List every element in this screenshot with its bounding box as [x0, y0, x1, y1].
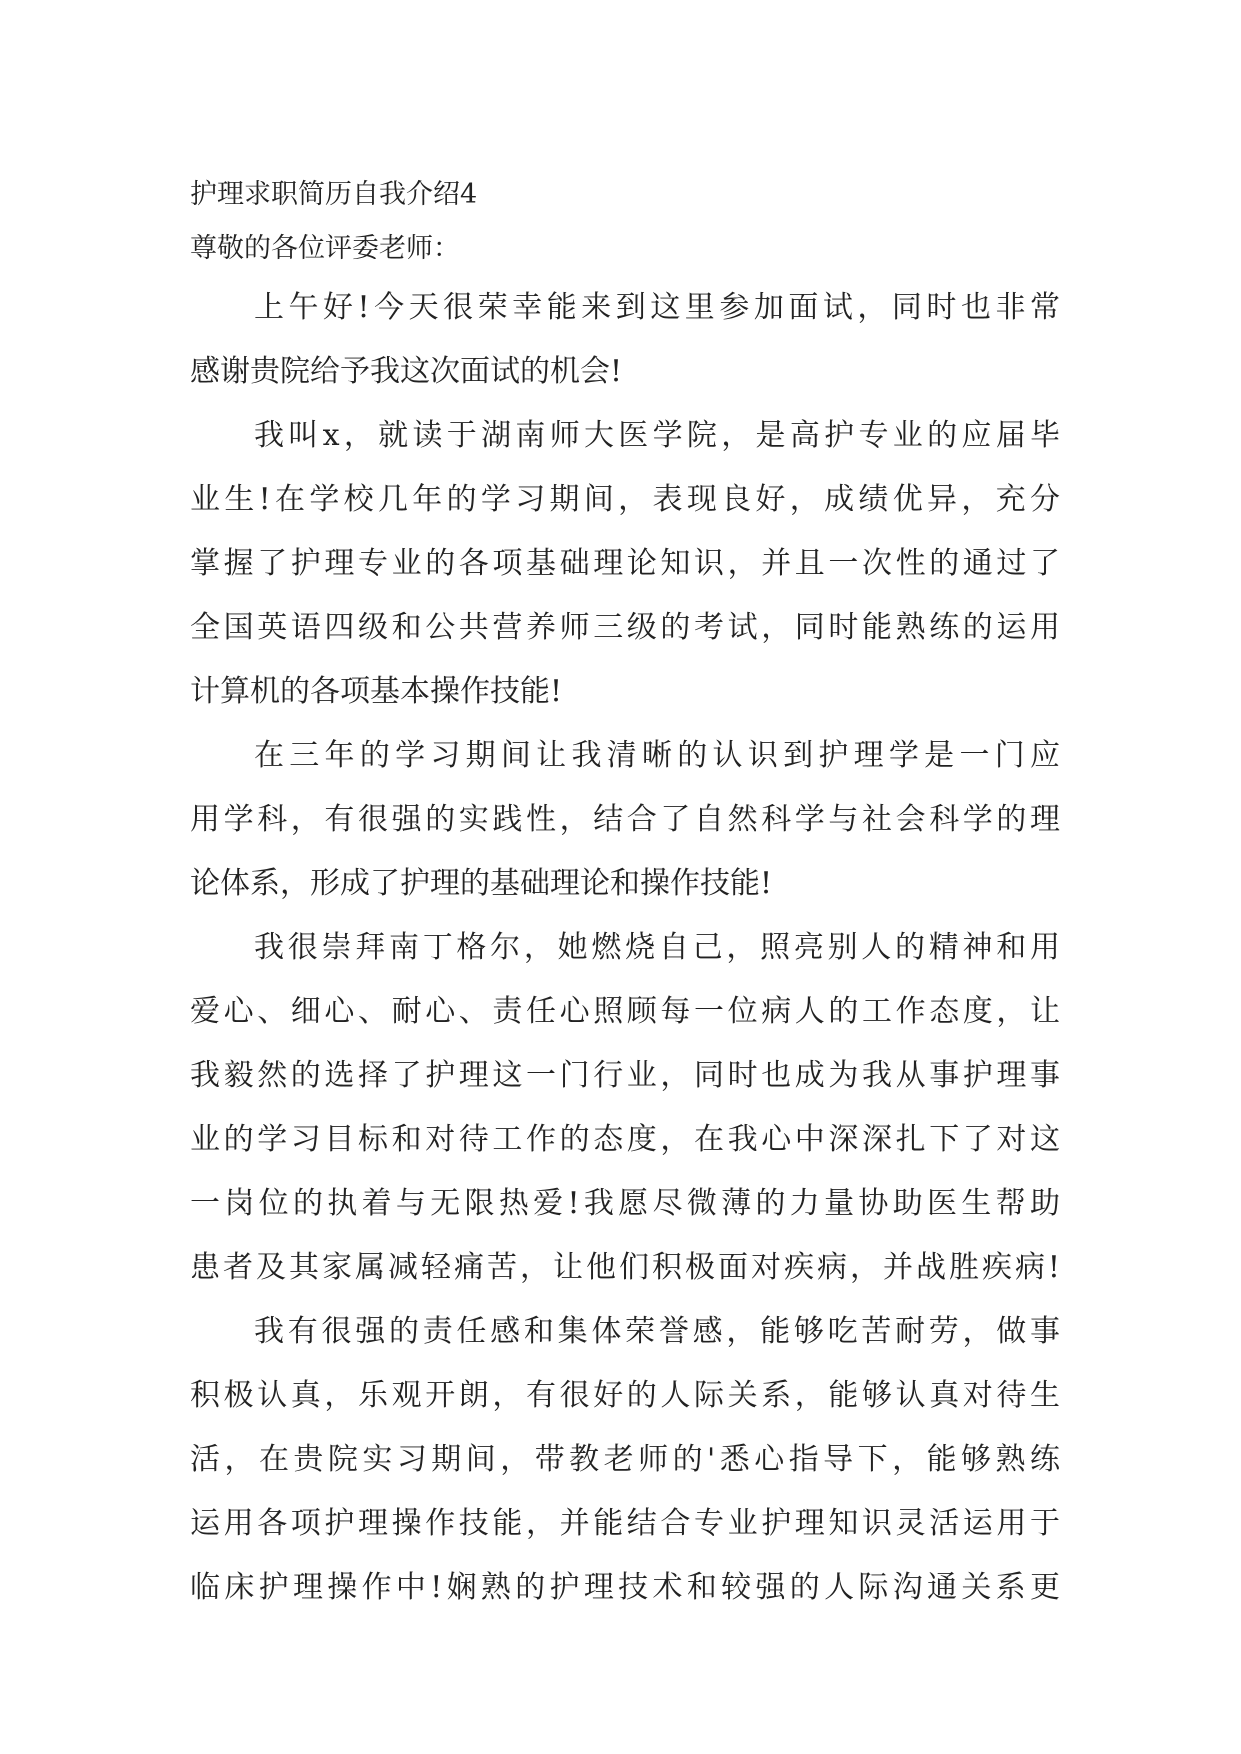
paragraph-line: 用学科，有很强的实践性，结合了自然科学与社会科学的理 — [190, 802, 1060, 837]
paragraph-line: 患者及其家属减轻痛苦，让他们积极面对疾病，并战胜疾病! — [190, 1250, 1060, 1285]
paragraph-line: 上午好!今天很荣幸能来到这里参加面试，同时也非常 — [254, 290, 1060, 325]
paragraph-line: 我叫x，就读于湖南师大医学院，是高护专业的应届毕 — [254, 418, 1060, 453]
paragraph-line: 全国英语四级和公共营养师三级的考试，同时能熟练的运用 — [190, 610, 1060, 645]
paragraph-line: 我毅然的选择了护理这一门行业，同时也成为我从事护理事 — [190, 1058, 1060, 1093]
salutation: 尊敬的各位评委老师： — [190, 233, 460, 264]
paragraph-line: 论体系，形成了护理的基础理论和操作技能! — [190, 866, 773, 901]
paragraph-line: 感谢贵院给予我这次面试的机会! — [190, 354, 623, 389]
paragraph-line: 我有很强的责任感和集体荣誉感，能够吃苦耐劳，做事 — [254, 1314, 1060, 1349]
document-title: 护理求职简历自我介绍4 — [190, 179, 478, 210]
paragraph-line: 积极认真，乐观开朗，有很好的人际关系，能够认真对待生 — [190, 1378, 1060, 1413]
paragraph — [190, 724, 1060, 916]
paragraph-line: 临床护理操作中!娴熟的护理技术和较强的人际沟通关系更 — [190, 1570, 1060, 1605]
paragraph-line: 活，在贵院实习期间，带教老师的'悉心指导下，能够熟练 — [190, 1442, 1060, 1477]
document-body — [190, 168, 1060, 1620]
paragraph-line: 运用各项护理操作技能，并能结合专业护理知识灵活运用于 — [190, 1506, 1060, 1541]
paragraph-line: 一岗位的执着与无限热爱!我愿尽微薄的力量协助医生帮助 — [190, 1186, 1060, 1221]
paragraph-line: 业的学习目标和对待工作的态度，在我心中深深扎下了对这 — [190, 1122, 1060, 1157]
paragraph-line: 爱心、细心、耐心、责任心照顾每一位病人的工作态度，让 — [190, 994, 1060, 1029]
paragraph — [190, 1300, 1060, 1620]
paragraph-line: 在三年的学习期间让我清晰的认识到护理学是一门应 — [254, 738, 1060, 773]
paragraph — [190, 404, 1060, 724]
paragraph — [190, 276, 1060, 404]
paragraph — [190, 916, 1060, 1300]
paragraph-line: 掌握了护理专业的各项基础理论知识，并且一次性的通过了 — [190, 546, 1060, 581]
paragraph-line: 业生!在学校几年的学习期间，表现良好，成绩优异，充分 — [190, 482, 1060, 517]
paragraph-line: 我很崇拜南丁格尔，她燃烧自己，照亮别人的精神和用 — [254, 930, 1060, 965]
paragraph-line: 计算机的各项基本操作技能! — [190, 674, 563, 709]
